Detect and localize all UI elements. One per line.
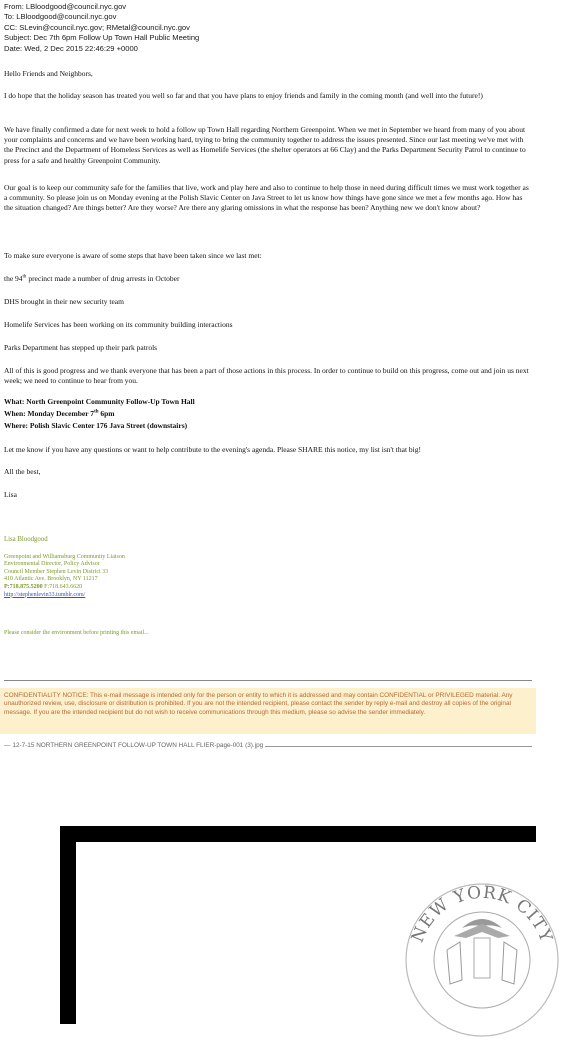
confidentiality-box <box>0 688 536 734</box>
event-when-sup: th <box>94 409 99 415</box>
paragraph-progress: All of this is good progress and we thank everyone that has been a part of those actions in this process. In order to continue to build on this progress, come out and join us next week; we need to continue to hear from you. <box>4 366 529 386</box>
from-line: From: LBloodgood@council.nyc.gov <box>4 2 127 11</box>
step-precinct-sup: th <box>22 274 27 280</box>
attachment-line <box>265 746 532 747</box>
step-homelife: Homelife Services has been working on its community building interactions <box>4 320 233 329</box>
signature-fax: F:718.643.6620 <box>42 583 83 590</box>
signature-address: 410 Atlantic Ave. Brooklyn, NY 11217 <box>4 576 98 583</box>
flier-border-left <box>60 826 76 1024</box>
confidentiality-notice: CONFIDENTIALITY NOTICE: This e-mail message is intended only for the person or entity to which it is addressed and may contain CONFIDENTIAL or PRIVILEGED material. Any unauthorized review, use, disclosure or distribution is prohibited. If you are not the intended recipient, please contact the sender by reply e-mail and destroy all copies of the original message. If you are the intended recipient but do not wish to receive communications through this medium, please so advise the sender immediately. <box>4 692 513 716</box>
step-parks: Parks Department has stepped up their park patrols <box>4 343 158 352</box>
sender-name: Lisa <box>4 490 17 499</box>
attachment-filename[interactable]: 12-7-15 NORTHERN GREENPOINT FOLLOW-UP TOWN HALL FLIER-page-001 (3).jpg <box>12 742 264 749</box>
greeting: Hello Friends and Neighbors, <box>4 69 93 78</box>
event-what: What: North Greenpoint Community Follow-Up Town Hall <box>4 397 195 406</box>
seal-text: NEW YORK CITY <box>407 882 557 946</box>
signature-office: Council Member Stephen Levin District 33 <box>4 568 109 575</box>
paragraph-intro: I do hope that the holiday season has treated you well so far and that you have plans to enjoy friends and family in the coming month (and well into the future!) <box>4 91 483 100</box>
attachment-separator <box>4 741 532 751</box>
nyc-seal-icon <box>402 880 562 1040</box>
step-precinct-post: precinct made a number of drug arrests in October <box>26 274 180 283</box>
svg-text:NEW YORK CITY <box>408 883 556 946</box>
flier-border-top <box>60 826 536 842</box>
paragraph-update: We have finally confirmed a date for next week to hold a follow up Town Hall regarding Northern Greenpoint. When we met in September we heard from many of you about your complaints and concerns and we have been working hard, trying to bring the community together to address the issues presented. Since our last meeting we've met with the Precinct and the Department of Homeless Services as well as Homelife Services (the shelter operators at 66 Clay) and the Parks Department Security Patrol to continue to press for a safe and healthy Greenpoint Community. <box>4 125 526 165</box>
to-line: To: LBloodgood@council.nyc.gov <box>4 12 117 22</box>
signature-block <box>4 536 125 599</box>
signature-role: Environmental Director, Policy Advisor <box>4 561 100 568</box>
event-when <box>4 409 532 419</box>
signature-name: Lisa Bloodgood <box>4 536 48 543</box>
signature-link[interactable]: http://stephenlevin33.tumblr.com/ <box>4 591 86 598</box>
paragraph-share: Let me know if you have any questions or want to help contribute to the evening's agenda. Please SHARE this notice, my list isn't that big! <box>4 445 422 454</box>
signature-title: Greenpoint and Williamsburg Community Liaison <box>4 553 125 560</box>
step-precinct-pre: the 94 <box>4 274 23 283</box>
email-header <box>4 2 199 54</box>
paragraph-goal: Our goal is to keep our community safe for the families that live, work and play here and also to continue to help those in need during difficult times we must work together as a community. So please join us on Monday evening at the Polish Slavic Center on Java Street to let us know how things have gone since we met a few months ago. How has the situation changed? Are things better? Are they worse? Are there any glaring omissions in what the response has been? Anything new we don't know about? <box>4 183 529 213</box>
attachment-dash: — <box>4 742 11 749</box>
signature-contact <box>4 584 125 592</box>
event-when-pre: When: Monday December 7 <box>4 409 95 418</box>
environment-note: Please consider the environment before printing this email... <box>4 630 149 636</box>
step-precinct <box>4 274 532 284</box>
subject-line: Subject: Dec 7th 6pm Follow Up Town Hall Public Meeting <box>4 33 200 43</box>
paragraph-steps-intro: To make sure everyone is aware of some steps that have been taken since we last met: <box>4 251 262 260</box>
cc-line: CC: SLevin@council.nyc.gov; RMetal@council.nyc.gov <box>4 22 190 32</box>
divider <box>4 680 532 681</box>
event-when-post: 6pm <box>98 409 115 418</box>
event-where: Where: Polish Slavic Center 176 Java Street (downstairs) <box>4 421 188 430</box>
signature-phone: P:718.875.5200 <box>4 583 43 590</box>
closing: All the best, <box>4 467 41 476</box>
date-line: Date: Wed, 2 Dec 2015 22:46:29 +0000 <box>4 43 138 53</box>
step-dhs: DHS brought in their new security team <box>4 297 124 306</box>
